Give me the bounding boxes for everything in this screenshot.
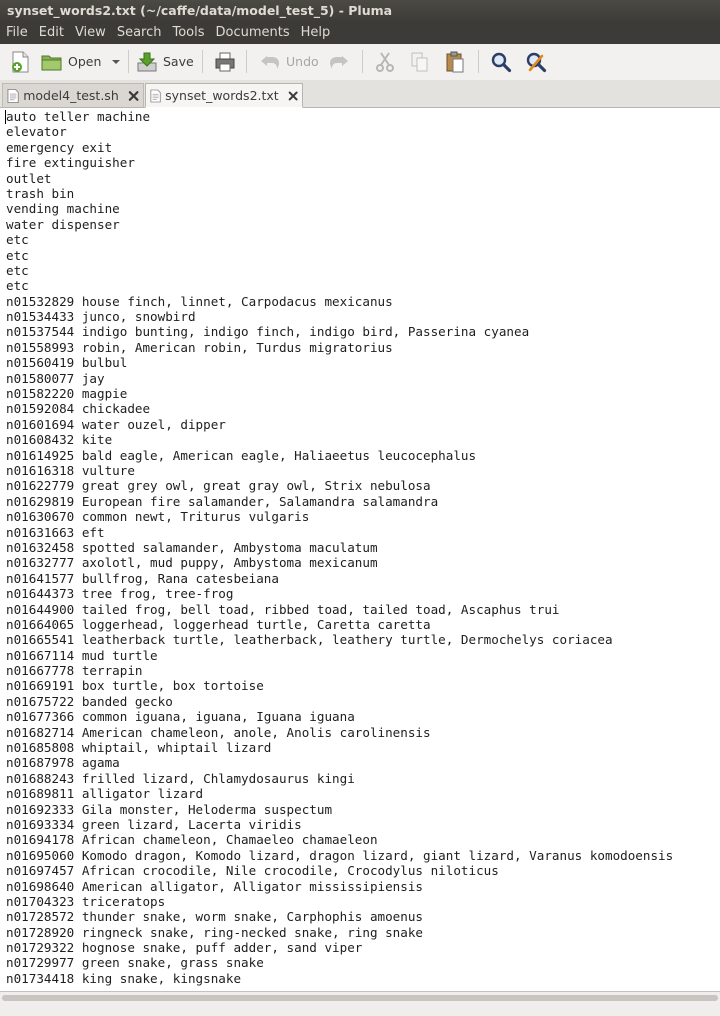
tab-label: synset_words2.txt [165, 88, 279, 103]
text-line: n01704323 triceratops [6, 893, 166, 909]
scrollbar-thumb[interactable] [2, 995, 718, 1001]
text-line: outlet [6, 170, 52, 186]
open-label: Open [68, 54, 102, 69]
editor-text [6, 109, 673, 986]
folder-open-icon [40, 50, 64, 74]
tab-model4-test[interactable] [2, 83, 144, 107]
text-line: n01622779 great grey owl, great gray owl, Strix nebulosa [6, 478, 431, 494]
text-line: n01692333 Gila monster, Heloderma suspectum [6, 801, 333, 817]
save-label: Save [163, 54, 194, 69]
print-button[interactable] [213, 48, 237, 75]
text-line: n01644900 tailed frog, bell toad, ribbed toad, tailed toad, Ascaphus trui [6, 601, 560, 617]
text-line: etc [6, 232, 29, 248]
search-icon [489, 50, 513, 74]
text-line: n01728920 ringneck snake, ring-necked snake, ring snake [6, 924, 424, 940]
toolbar-separator [362, 50, 363, 73]
text-line: n01534433 junco, snowbird [6, 309, 196, 325]
text-line: n01644373 tree frog, tree-frog [6, 586, 234, 602]
text-line: n01632777 axolotl, mud puppy, Ambystoma mexicanum [6, 555, 378, 571]
text-line: emergency exit [6, 139, 113, 155]
text-line: water dispenser [6, 216, 120, 232]
cut-button[interactable] [373, 48, 397, 75]
menu-bar [0, 22, 720, 44]
document-tabs [0, 80, 720, 108]
text-line: n01669191 box turtle, box tortoise [6, 678, 264, 694]
text-line: n01698640 American alligator, Alligator mississipiensis [6, 878, 424, 894]
save-button[interactable] [135, 48, 194, 75]
text-line: n01685808 whiptail, whiptail lizard [6, 740, 272, 756]
toolbar-separator [478, 50, 479, 73]
window-title: synset_words2.txt (~/caffe/data/model_test_5) - Pluma [7, 3, 393, 18]
menu-edit[interactable]: Edit [38, 25, 64, 40]
text-line: n01675722 banded gecko [6, 693, 173, 709]
menu-view[interactable]: View [74, 25, 106, 40]
text-line: n01697457 African crocodile, Nile crocodile, Crocodylus niloticus [6, 863, 499, 879]
text-editor[interactable] [0, 108, 720, 991]
text-line: fire extinguisher [6, 155, 135, 171]
close-icon[interactable] [128, 90, 139, 102]
text-line: n01582220 magpie [6, 386, 128, 402]
text-line: etc [6, 278, 29, 294]
find-replace-icon [524, 50, 548, 74]
find-replace-button[interactable] [524, 48, 548, 75]
printer-icon [213, 50, 237, 74]
menu-search[interactable]: Search [116, 25, 162, 40]
redo-icon [327, 50, 351, 74]
open-button[interactable] [40, 48, 101, 75]
undo-button[interactable] [258, 48, 319, 75]
text-line: n01608432 kite [6, 432, 113, 448]
text-line: n01689811 alligator lizard [6, 786, 204, 802]
text-line: trash bin [6, 185, 75, 201]
text-line: n01601694 water ouzel, dipper [6, 416, 226, 432]
tab-label: model4_test.sh [23, 88, 119, 103]
toolbar-separator [128, 50, 129, 73]
chevron-down-icon [110, 50, 122, 74]
redo-button[interactable] [327, 48, 351, 75]
paste-button[interactable] [443, 48, 467, 75]
text-line: n01667778 terrapin [6, 663, 143, 679]
text-line: n01694178 African chameleon, Chamaeleo chamaeleon [6, 832, 378, 848]
text-line: n01734418 king snake, kingsnake [6, 970, 242, 986]
text-file-icon [7, 88, 19, 104]
undo-label: Undo [286, 54, 319, 69]
find-button[interactable] [489, 48, 513, 75]
text-line: etc [6, 247, 29, 263]
text-line: n01677366 common iguana, iguana, Iguana iguana [6, 709, 355, 725]
paste-icon [443, 50, 467, 74]
new-button[interactable] [8, 48, 32, 75]
text-line: n01629819 European fire salamander, Salamandra salamandra [6, 493, 439, 509]
copy-icon [408, 50, 432, 74]
horizontal-scrollbar[interactable] [0, 991, 720, 1016]
text-line: n01632458 spotted salamander, Ambystoma maculatum [6, 539, 378, 555]
text-line: n01688243 frilled lizard, Chlamydosaurus kingi [6, 770, 355, 786]
text-line: n01558993 robin, American robin, Turdus migratorius [6, 339, 393, 355]
text-line: n01729322 hognose snake, puff adder, sand viper [6, 940, 363, 956]
text-line: n01664065 loggerhead, loggerhead turtle, Caretta caretta [6, 616, 431, 632]
text-line: n01682714 American chameleon, anole, Anolis carolinensis [6, 724, 431, 740]
toolbar-separator [246, 50, 247, 73]
text-line: n01631663 eft [6, 524, 105, 540]
undo-icon [258, 50, 282, 74]
menu-help[interactable]: Help [300, 25, 331, 40]
save-icon [135, 50, 159, 74]
open-recent-dropdown[interactable] [110, 48, 122, 75]
menu-tools[interactable]: Tools [172, 25, 205, 40]
text-line: n01630670 common newt, Triturus vulgaris [6, 509, 310, 525]
toolbar [0, 44, 720, 79]
text-line: n01693334 green lizard, Lacerta viridis [6, 816, 302, 832]
text-line: etc [6, 262, 29, 278]
text-line: n01667114 mud turtle [6, 647, 158, 663]
new-document-icon [8, 50, 32, 74]
cut-icon [373, 50, 397, 74]
text-line: n01560419 bulbul [6, 355, 128, 371]
copy-button[interactable] [408, 48, 432, 75]
text-line: n01532829 house finch, linnet, Carpodacus mexicanus [6, 293, 393, 309]
text-line: n01729977 green snake, grass snake [6, 955, 264, 971]
text-line: n01687978 agama [6, 755, 120, 771]
text-line: n01665541 leatherback turtle, leatherback, leathery turtle, Dermochelys coriacea [6, 632, 613, 648]
menu-file[interactable]: File [6, 25, 28, 40]
text-line: n01537544 indigo bunting, indigo finch, indigo bird, Passerina cyanea [6, 324, 530, 340]
text-line: n01614925 bald eagle, American eagle, Haliaeetus leucocephalus [6, 447, 477, 463]
window-titlebar[interactable] [0, 0, 720, 22]
text-line: elevator [6, 124, 67, 140]
toolbar-separator [202, 50, 203, 73]
close-icon[interactable] [288, 90, 298, 102]
tab-synset-words2[interactable] [145, 83, 303, 108]
text-file-icon [150, 88, 161, 104]
text-line: n01592084 chickadee [6, 401, 151, 417]
text-line: n01641577 bullfrog, Rana catesbeiana [6, 570, 279, 586]
text-line: n01695060 Komodo dragon, Komodo lizard, dragon lizard, giant lizard, Varanus komodoensis [6, 847, 674, 863]
text-line: vending machine [6, 201, 120, 217]
text-line: auto teller machine [6, 109, 151, 124]
text-line: n01616318 vulture [6, 462, 135, 478]
menu-documents[interactable]: Documents [215, 25, 290, 40]
text-line: n01728572 thunder snake, worm snake, Carphophis amoenus [6, 909, 424, 925]
text-line: n01580077 jay [6, 370, 105, 386]
